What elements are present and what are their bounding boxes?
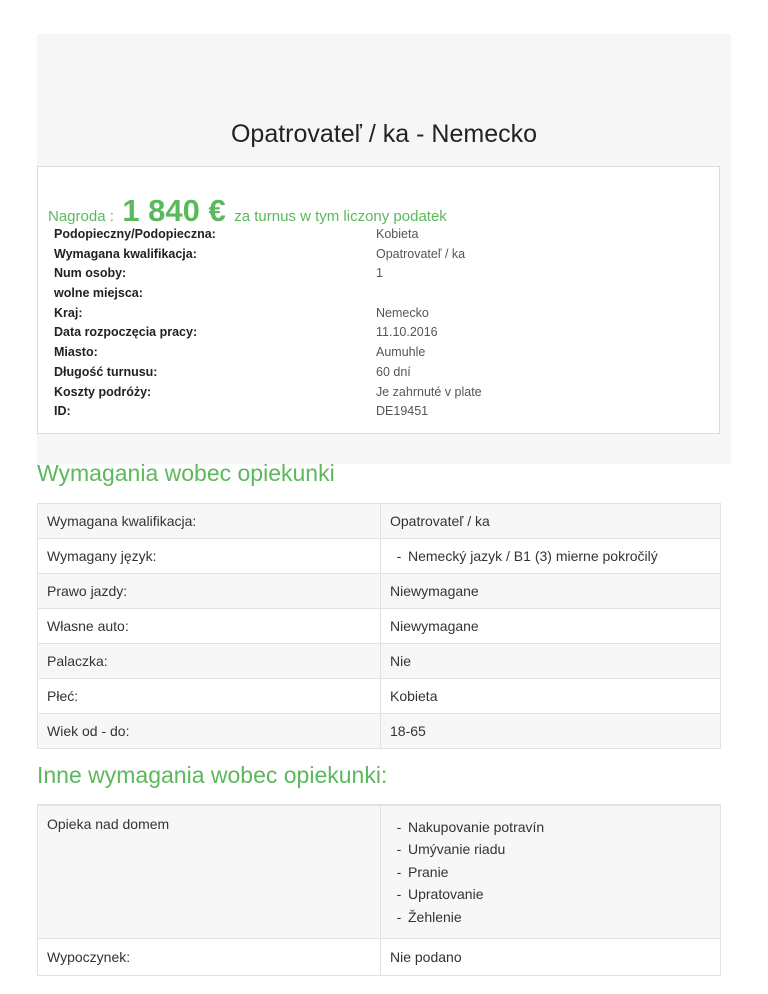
requirement-value (381, 805, 721, 939)
list-item-text: Žehlenie (408, 908, 462, 925)
detail-row-id (54, 404, 714, 424)
detail-row-travel-costs (54, 385, 714, 405)
reward-note: za turnus w tym liczony podatek (234, 208, 447, 225)
requirements-table (37, 503, 721, 749)
dash-icon: - (396, 908, 402, 925)
list-item (390, 545, 711, 567)
list-item-text: Nemecký jazyk / B1 (3) mierne pokročilý (408, 547, 658, 564)
requirement-value: Niewymagane (381, 609, 721, 644)
detail-value: Je zahrnuté v plate (376, 384, 482, 399)
other-requirements-table (37, 804, 721, 976)
list-item (390, 883, 711, 905)
detail-row-city (54, 345, 714, 365)
offer-summary-card (37, 166, 720, 434)
detail-row-free-places (54, 286, 714, 306)
table-row (38, 939, 721, 976)
requirement-value: Kobieta (381, 679, 721, 714)
requirement-label: Płeć: (38, 679, 381, 714)
language-list (390, 545, 711, 567)
dash-icon: - (396, 819, 402, 835)
reward-line (48, 193, 447, 229)
detail-value: 11.10.2016 (376, 325, 438, 340)
detail-label: Num osoby: (54, 266, 127, 281)
page-title: Opatrovateľ / ka - Nemecko (230, 120, 538, 148)
requirement-label: Wymagana kwalifikacja: (38, 504, 381, 539)
list-item-text: Pranie (408, 863, 449, 880)
detail-row-patient (54, 227, 714, 247)
dash-icon: - (396, 863, 402, 880)
detail-value: Nemecko (376, 305, 429, 320)
requirement-label: Opieka nad domem (38, 805, 381, 939)
detail-row-qualification (54, 247, 714, 267)
detail-label: Podopieczny/Podopieczna: (54, 227, 216, 241)
requirement-value: Niewymagane (381, 574, 721, 609)
table-row (38, 805, 721, 939)
dash-icon: - (396, 886, 402, 903)
table-row (38, 644, 721, 679)
detail-label: wolne miejsca: (54, 286, 143, 301)
requirement-label: Palaczka: (38, 644, 381, 679)
list-item-text: Umývanie riadu (408, 841, 506, 858)
list-item-text: Upratovanie (408, 886, 484, 903)
reward-label: Nagroda : (48, 208, 114, 225)
requirement-value: Opatrovateľ / ka (381, 504, 721, 539)
detail-value: 1 (376, 266, 383, 281)
detail-row-persons (54, 266, 714, 286)
list-item (390, 861, 711, 883)
table-row (38, 609, 721, 644)
detail-value: Opatrovateľ / ka (376, 246, 466, 261)
list-item (390, 906, 711, 928)
detail-row-start-date (54, 325, 714, 345)
reward-amount: 1 840 € (122, 193, 226, 228)
offer-details-list (54, 227, 714, 424)
detail-value: Aumuhle (376, 345, 426, 360)
detail-label: Wymagana kwalifikacja: (54, 246, 197, 261)
table-row (38, 574, 721, 609)
detail-label: Kraj: (54, 305, 83, 320)
other-requirements-heading: Inne wymagania wobec opiekunki: (37, 762, 388, 788)
table-row (38, 679, 721, 714)
requirement-value: 18-65 (381, 714, 721, 749)
detail-label: ID: (54, 404, 71, 419)
list-item (390, 816, 711, 838)
detail-label: Miasto: (54, 345, 98, 360)
detail-label: Koszty podróży: (54, 384, 152, 399)
detail-label: Data rozpoczęcia pracy: (54, 325, 198, 340)
detail-row-duration (54, 365, 714, 385)
detail-value: Kobieta (376, 227, 419, 241)
requirement-value (381, 539, 721, 574)
detail-value: 60 dní (376, 364, 411, 379)
dash-icon: - (396, 841, 402, 858)
requirement-label: Prawo jazdy: (38, 574, 381, 609)
table-row (38, 714, 721, 749)
dash-icon: - (396, 547, 402, 564)
household-tasks-list (390, 816, 711, 928)
list-item (390, 838, 711, 860)
table-row (38, 539, 721, 574)
requirement-value: Nie podano (381, 939, 721, 976)
list-item-text: Nakupovanie potravín (408, 819, 545, 835)
table-row (38, 504, 721, 539)
requirement-value: Nie (381, 644, 721, 679)
detail-label: Długość turnusu: (54, 364, 158, 379)
requirement-label: Wypoczynek: (38, 939, 381, 976)
requirement-label: Wiek od - do: (38, 714, 381, 749)
detail-row-country (54, 306, 714, 326)
requirements-heading: Wymagania wobec opiekunki (37, 460, 335, 486)
requirement-label: Wymagany język: (38, 539, 381, 574)
detail-value: DE19451 (376, 404, 429, 419)
requirement-label: Własne auto: (38, 609, 381, 644)
